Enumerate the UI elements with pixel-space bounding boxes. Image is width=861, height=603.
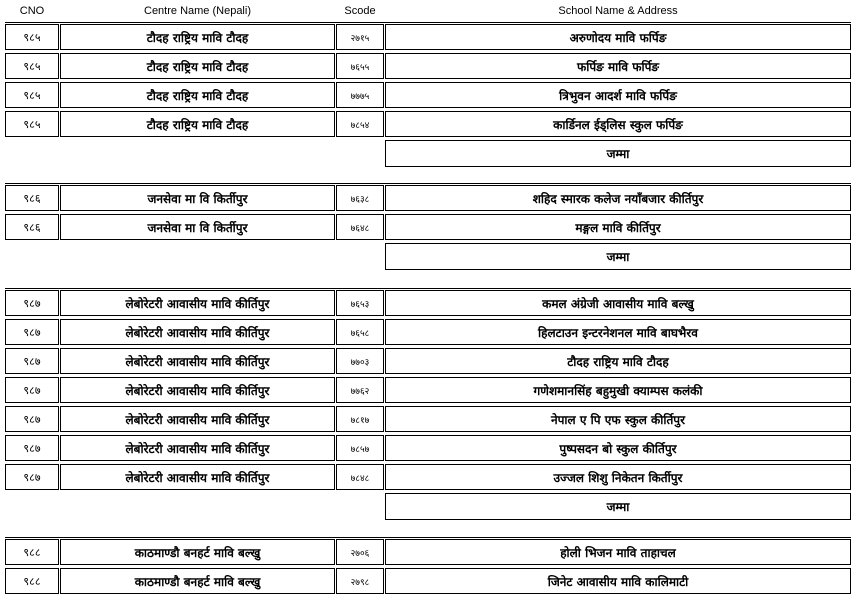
- cell-school-name: हिलटाउन इन्टरनेशनल मावि बाघभैरव: [385, 319, 851, 345]
- cell-school-name: शहिद स्मारक कलेज नयाँबजार कीर्तिपुर: [385, 185, 851, 211]
- cell-centre-name: टौदह राष्ट्रिय मावि टौदह: [60, 24, 335, 50]
- cell-scode: २७०६: [336, 539, 384, 565]
- cell-cno: ९८५: [5, 82, 59, 108]
- cell-scode: ७६३८: [336, 185, 384, 211]
- cell-centre-name: जनसेवा मा वि किर्तीपुर: [60, 214, 335, 240]
- header-cno: CNO: [19, 5, 45, 17]
- table-row: [5, 82, 851, 110]
- table-row: [5, 111, 851, 139]
- cell-cno: ९८७: [5, 435, 59, 461]
- cell-cno: ९८७: [5, 348, 59, 374]
- cell-scode: ७८५७: [336, 435, 384, 461]
- cell-centre-name: काठमाण्डौ बनहर्ट मावि बल्खु: [60, 568, 335, 594]
- cell-scode: ७८१७: [336, 406, 384, 432]
- cell-centre-name: लेबोरेटरी आवासीय मावि कीर्तिपुर: [60, 319, 335, 345]
- cell-cno: ९८७: [5, 319, 59, 345]
- cell-centre-name: लेबोरेटरी आवासीय मावि कीर्तिपुर: [60, 435, 335, 461]
- table-row: [5, 568, 851, 596]
- total-cell: जम्मा: [385, 243, 851, 270]
- cell-scode: २७१५: [336, 24, 384, 50]
- cell-cno: ९८५: [5, 53, 59, 79]
- cell-school-name: अरुणोदय मावि फर्पिङ: [385, 24, 851, 50]
- group-divider: [5, 22, 851, 23]
- cell-scode: ७६५८: [336, 319, 384, 345]
- cell-cno: ९८७: [5, 464, 59, 490]
- cell-cno: ९८७: [5, 377, 59, 403]
- cell-cno: ९८८: [5, 539, 59, 565]
- cell-cno: ९८८: [5, 568, 59, 594]
- cell-scode: ७७०३: [336, 348, 384, 374]
- table-row: [5, 348, 851, 376]
- cell-school-name: पुष्पसदन बो स्कुल कीर्तिपुर: [385, 435, 851, 461]
- table-row: [5, 539, 851, 567]
- cell-school-name: फर्पिङ मावि फर्पिङ: [385, 53, 851, 79]
- cell-school-name: जिनेट आवासीय मावि कालिमाटी: [385, 568, 851, 594]
- cell-centre-name: लेबोरेटरी आवासीय मावि कीर्तिपुर: [60, 348, 335, 374]
- table-row: [5, 214, 851, 242]
- cell-school-name: कमल अंग्रेजी आवासीय मावि बल्खु: [385, 290, 851, 316]
- group-divider: [5, 288, 851, 289]
- cell-school-name: मङ्गल मावि कीर्तिपुर: [385, 214, 851, 240]
- cell-scode: ७८५४: [336, 111, 384, 137]
- table-row: [5, 53, 851, 81]
- table-row: [5, 319, 851, 347]
- cell-school-name: गणेशमानसिंह बहुमुखी क्याम्पस कलंकी: [385, 377, 851, 403]
- cell-centre-name: लेबोरेटरी आवासीय मावि कीर्तिपुर: [60, 290, 335, 316]
- cell-school-name: कार्डिनल ईड्लिस स्कुल फर्पिङ: [385, 111, 851, 137]
- cell-scode: ७६४८: [336, 214, 384, 240]
- header-school-name: School Name & Address: [558, 5, 678, 17]
- cell-cno: ९८७: [5, 290, 59, 316]
- cell-school-name: होली भिजन मावि ताहाचल: [385, 539, 851, 565]
- cell-centre-name: लेबोरेटरी आवासीय मावि कीर्तिपुर: [60, 464, 335, 490]
- cell-school-name: टौदह राष्ट्रिय मावि टौदह: [385, 348, 851, 374]
- cell-cno: ९८७: [5, 406, 59, 432]
- group-divider: [5, 183, 851, 184]
- cell-cno: ९८५: [5, 111, 59, 137]
- cell-scode: ७६५५: [336, 53, 384, 79]
- table-row: [5, 406, 851, 434]
- cell-scode: ७६५३: [336, 290, 384, 316]
- cell-school-name: उज्जल शिशु निकेतन किर्तीपुर: [385, 464, 851, 490]
- cell-school-name: त्रिभुवन आदर्श मावि फर्पिङ: [385, 82, 851, 108]
- table-row: [5, 185, 851, 213]
- cell-scode: ७८४८: [336, 464, 384, 490]
- cell-centre-name: काठमाण्डौ बनहर्ट मावि बल्खु: [60, 539, 335, 565]
- total-cell: जम्मा: [385, 140, 851, 167]
- total-cell: जम्मा: [385, 493, 851, 520]
- cell-cno: ९८६: [5, 214, 59, 240]
- header-scode: Scode: [344, 5, 376, 17]
- cell-scode: ७७६२: [336, 377, 384, 403]
- table-row: [5, 290, 851, 318]
- cell-centre-name: टौदह राष्ट्रिय मावि टौदह: [60, 53, 335, 79]
- cell-scode: २७९८: [336, 568, 384, 594]
- cell-centre-name: लेबोरेटरी आवासीय मावि कीर्तिपुर: [60, 377, 335, 403]
- table-row: [5, 377, 851, 405]
- cell-centre-name: टौदह राष्ट्रिय मावि टौदह: [60, 82, 335, 108]
- cell-centre-name: टौदह राष्ट्रिय मावि टौदह: [60, 111, 335, 137]
- group-divider: [5, 537, 851, 538]
- cell-centre-name: जनसेवा मा वि किर्तीपुर: [60, 185, 335, 211]
- header-centre-name: Centre Name (Nepali): [144, 5, 251, 17]
- table-row: [5, 435, 851, 463]
- cell-cno: ९८६: [5, 185, 59, 211]
- cell-scode: ७७७५: [336, 82, 384, 108]
- cell-centre-name: लेबोरेटरी आवासीय मावि कीर्तिपुर: [60, 406, 335, 432]
- cell-cno: ९८५: [5, 24, 59, 50]
- table-row: [5, 24, 851, 52]
- cell-school-name: नेपाल ए पि एफ स्कुल कीर्तिपुर: [385, 406, 851, 432]
- table-row: [5, 464, 851, 492]
